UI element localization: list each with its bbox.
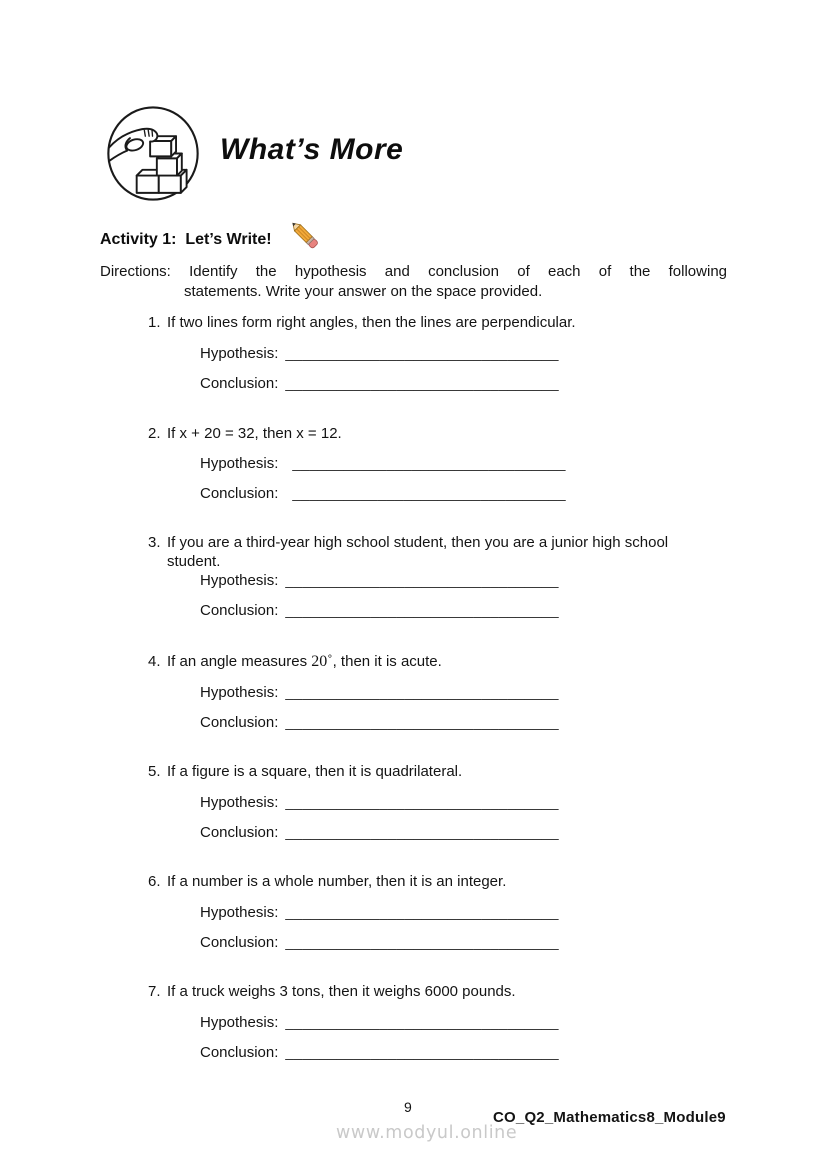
page-number: 9 [404, 1099, 412, 1115]
conclusion-blank: ________________________________ [285, 934, 559, 951]
page-title: What’s More [220, 133, 404, 166]
item-4-conclusion-line [200, 713, 559, 732]
statement-text: If an angle measures 20˚, then it is acute. [167, 653, 442, 670]
hypothesis-label: Hypothesis: [200, 572, 279, 589]
conclusion-blank: ________________________________ [285, 714, 559, 731]
watermark: www.modyul.online [336, 1123, 518, 1143]
item-number: 5. [148, 763, 161, 780]
hypothesis-blank: ________________________________ [285, 684, 559, 701]
statement-text: If a truck weighs 3 tons, then it weighs 6000 pounds. [167, 983, 516, 1000]
directions-line2: statements. Write your answer on the space provided. [184, 283, 543, 300]
item-5-conclusion-line [200, 823, 559, 842]
conclusion-label: Conclusion: [200, 714, 279, 731]
conclusion-blank: ________________________________ [285, 375, 559, 392]
item-5-hypothesis-line [200, 793, 559, 812]
conclusion-blank: ________________________________ [285, 1044, 559, 1061]
item-3-conclusion-line [200, 601, 559, 620]
item-2-statement [148, 424, 342, 443]
hypothesis-blank: ________________________________ [292, 455, 566, 472]
statement-text: If two lines form right angles, then the lines are perpendicular. [167, 314, 576, 331]
item-number: 6. [148, 873, 161, 890]
conclusion-label: Conclusion: [200, 485, 279, 502]
item-6-conclusion-line [200, 933, 559, 952]
hypothesis-label: Hypothesis: [200, 1014, 279, 1031]
conclusion-label: Conclusion: [200, 1044, 279, 1061]
item-6-hypothesis-line [200, 903, 559, 922]
hypothesis-label: Hypothesis: [200, 455, 279, 472]
conclusion-blank: ________________________________ [285, 602, 559, 619]
item-number: 7. [148, 983, 161, 1000]
hypothesis-label: Hypothesis: [200, 794, 279, 811]
hypothesis-blank: ________________________________ [285, 794, 559, 811]
hypothesis-label: Hypothesis: [200, 684, 279, 701]
hypothesis-blank: ________________________________ [285, 572, 559, 589]
hypothesis-label: Hypothesis: [200, 345, 279, 362]
item-number: 2. [148, 425, 161, 442]
hand-stacking-blocks-icon [105, 104, 201, 203]
item-2-conclusion-line [200, 484, 566, 503]
directions-text: Identify the hypothesis and conclusion of each of the following [189, 263, 727, 280]
conclusion-label: Conclusion: [200, 602, 279, 619]
item-number: 4. [148, 653, 161, 670]
conclusion-label: Conclusion: [200, 375, 279, 392]
item-7-statement [148, 982, 516, 1001]
statement-text: If a number is a whole number, then it is an integer. [167, 873, 507, 890]
conclusion-blank: ________________________________ [285, 824, 559, 841]
footer-module-code: CO_Q2_Mathematics8_Module9 [493, 1109, 726, 1126]
item-number: 3. [148, 534, 161, 551]
activity-heading [100, 225, 322, 253]
item-4-statement [148, 652, 442, 671]
directions-label: Directions: [100, 263, 171, 280]
item-5-statement [148, 762, 462, 781]
hypothesis-blank: ________________________________ [285, 1014, 559, 1031]
item-1-statement [148, 313, 576, 332]
conclusion-blank: ________________________________ [292, 485, 566, 502]
item-3-statement [148, 533, 684, 571]
conclusion-label: Conclusion: [200, 934, 279, 951]
statement-text: If a figure is a square, then it is quadrilateral. [167, 763, 463, 780]
hypothesis-blank: ________________________________ [285, 345, 559, 362]
item-6-statement [148, 872, 506, 891]
conclusion-label: Conclusion: [200, 824, 279, 841]
hypothesis-blank: ________________________________ [285, 904, 559, 921]
item-4-hypothesis-line [200, 683, 559, 702]
math-angle-value: 20˚ [311, 653, 333, 670]
item-number: 1. [148, 314, 161, 331]
item-7-hypothesis-line [200, 1013, 559, 1032]
item-2-hypothesis-line [200, 454, 566, 473]
item-7-conclusion-line [200, 1043, 559, 1062]
item-3-hypothesis-line [200, 571, 559, 590]
pencil-icon [286, 221, 322, 253]
directions-line1 [100, 262, 727, 281]
hypothesis-label: Hypothesis: [200, 904, 279, 921]
statement-text: If x + 20 = 32, then x = 12. [167, 425, 342, 442]
item-1-conclusion-line [200, 374, 559, 393]
item-1-hypothesis-line [200, 344, 559, 363]
statement-text: If you are a third-year high school student, then you are a junior high school student. [167, 534, 673, 570]
activity-title: Activity 1: Let’s Write! [100, 230, 272, 248]
